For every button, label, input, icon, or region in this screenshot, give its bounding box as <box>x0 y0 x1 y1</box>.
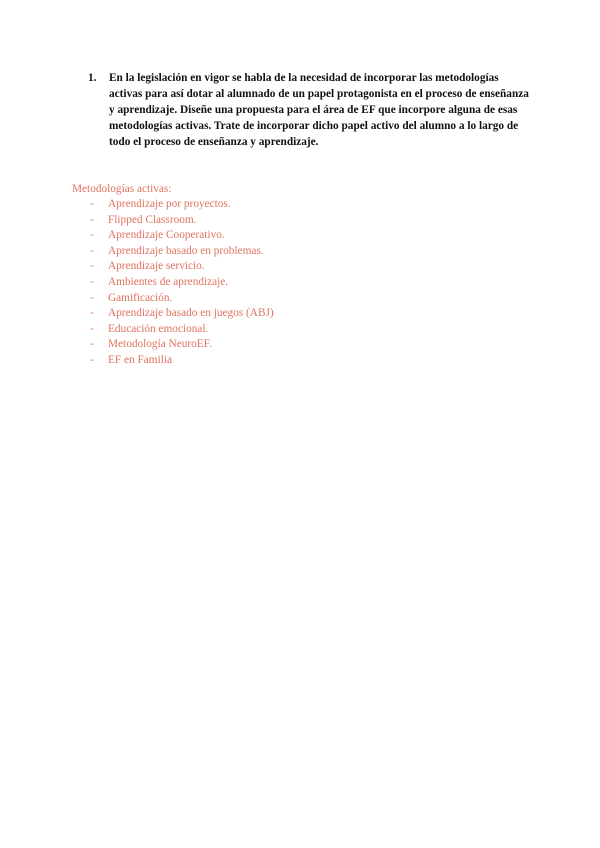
dash-bullet: - <box>90 198 94 210</box>
list-item <box>72 291 532 307</box>
method-item: Flipped Classroom. <box>108 213 197 226</box>
list-item <box>72 228 532 244</box>
dash-bullet: - <box>90 353 94 366</box>
dash-bullet: - <box>90 291 94 304</box>
list-item <box>72 353 532 369</box>
method-item: Metodología NeuroEF. <box>108 338 212 351</box>
dash-bullet: - <box>90 338 94 351</box>
list-item <box>72 197 532 213</box>
dash-bullet: - <box>90 260 94 273</box>
dash-bullet: - <box>90 275 94 288</box>
list-item <box>72 306 532 322</box>
question-text: En la legislación en vigor se habla de la necesidad de incorporar las metodologías activas para así dotar al alumnado de un papel protagonista en el proceso de enseñanza y aprendizaje. Diseñe una propuesta para el área de EF que incorpore alguna de esas metodologías activas. Trate de incorporar dicho papel activo del alumno a lo largo de todo el proceso de enseñanza y aprendizaje. <box>109 72 529 148</box>
dash-bullet: - <box>90 213 94 226</box>
question-number: 1. <box>88 72 97 84</box>
active-methodologies-list <box>72 181 532 369</box>
list-item <box>72 322 532 338</box>
method-item: Gamificación. <box>108 291 173 304</box>
method-item: Educación emocional. <box>108 322 209 335</box>
dash-bullet: - <box>90 229 94 242</box>
list-item <box>72 259 532 275</box>
list-item <box>72 244 532 260</box>
methods-items <box>72 197 532 369</box>
dash-bullet: - <box>90 322 94 335</box>
method-item: Ambientes de aprendizaje. <box>108 275 229 288</box>
method-item: Aprendizaje Cooperativo. <box>108 229 225 242</box>
method-item: Aprendizaje basado en juegos (ABJ) <box>108 307 274 320</box>
list-item <box>72 337 532 353</box>
method-item: EF en Familia <box>108 353 173 366</box>
methods-heading: Metodologías activas: <box>72 183 172 195</box>
dash-bullet: - <box>90 307 94 320</box>
method-item: Aprendizaje servicio. <box>108 260 205 273</box>
list-item <box>72 275 532 291</box>
dash-bullet: - <box>90 244 94 257</box>
method-item: Aprendizaje basado en problemas. <box>108 244 264 257</box>
question-1 <box>88 70 533 150</box>
list-item <box>72 213 532 229</box>
method-item: Aprendizaje por proyectos. <box>108 198 231 210</box>
